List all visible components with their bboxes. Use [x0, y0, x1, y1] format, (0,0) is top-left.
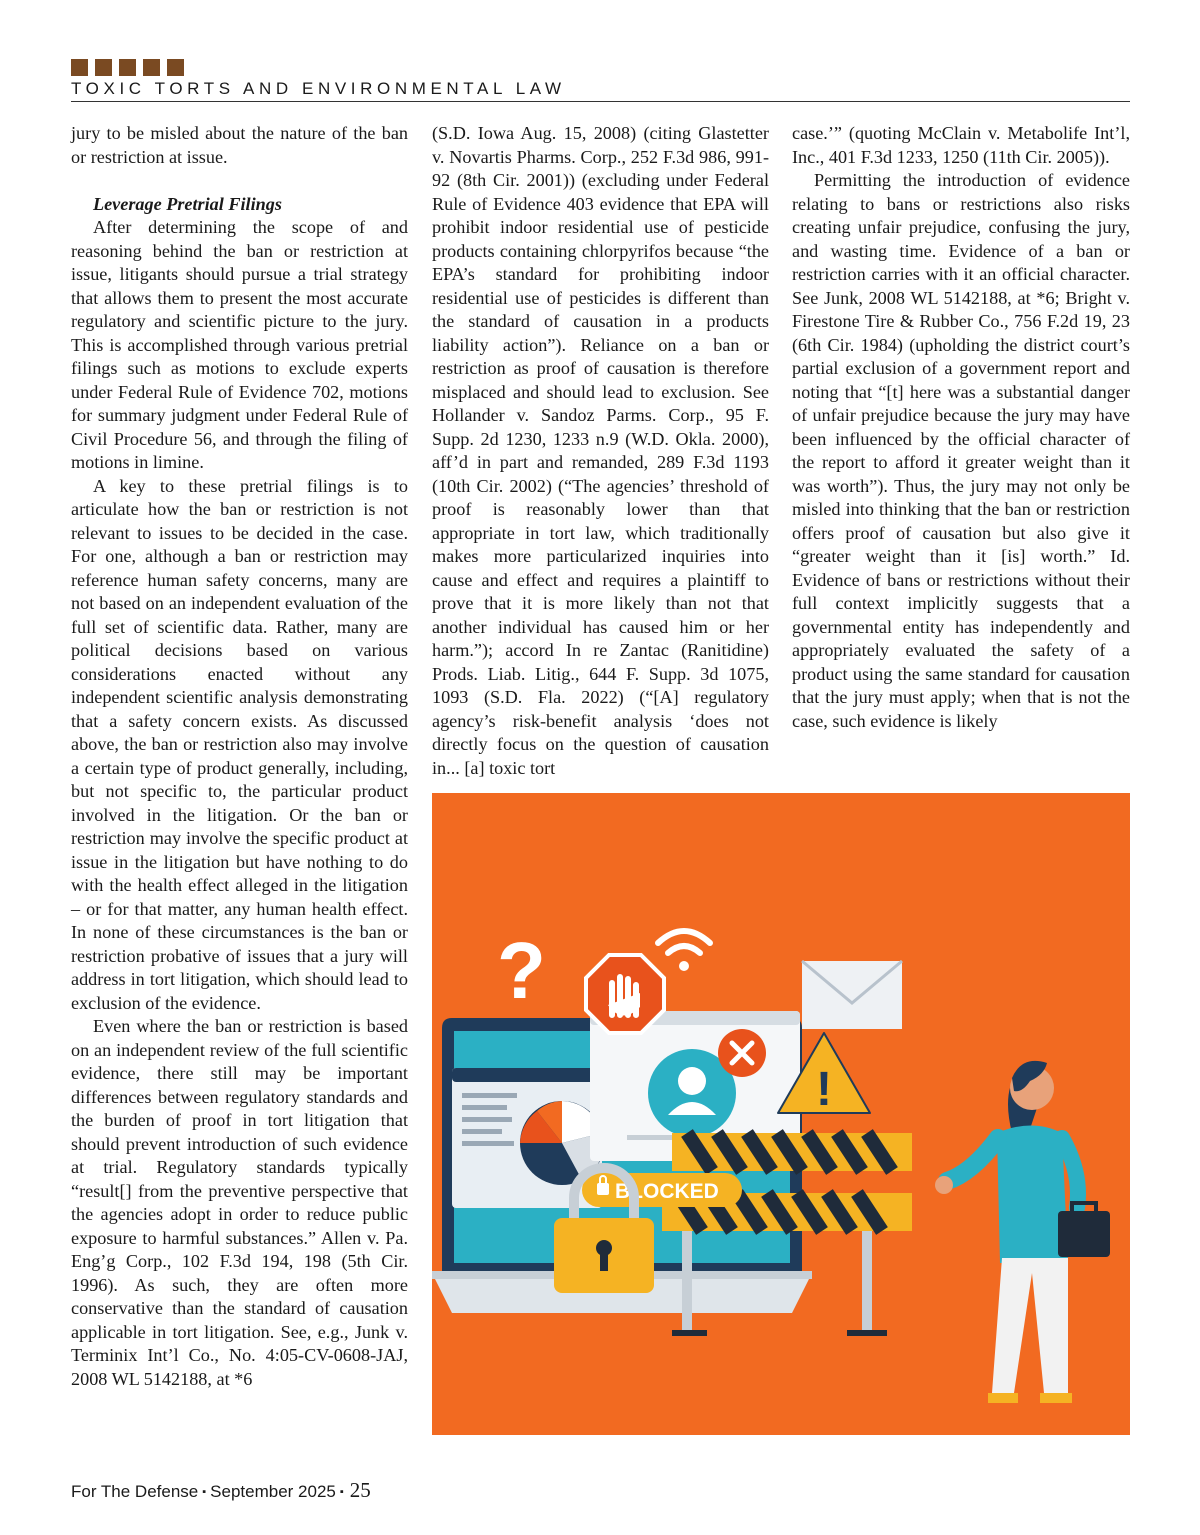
footer-separator: ▪: [202, 1486, 207, 1498]
blocked-label: [582, 1173, 742, 1207]
envelope-icon: [802, 961, 902, 1029]
page-number: 25: [349, 1478, 371, 1502]
stop-hand-icon: [586, 955, 664, 1033]
header-squares: [71, 59, 184, 76]
paragraph: After determining the scope of and reasoning behind the ban or restriction at issue, litigants should pursue a trial strategy that allows them to present the most accurate regulatory and scientific picture to the jury. This is accomplished through various pretrial filings such as motions to exclude experts under Federal Rule of Evidence 702, motions for summary judgment under Federal Rule of Civil Procedure 56, and through the filing of motions in limine.: [71, 217, 408, 472]
svg-text:!: !: [816, 1063, 832, 1116]
publication-name: For The Defense: [71, 1482, 199, 1501]
blocked-access-illustration: [432, 793, 1130, 1435]
footer-separator: ▪: [339, 1486, 344, 1498]
paragraph: case.’” (quoting McClain v. Metabolife Int’l, Inc., 401 F.3d 1233, 1250 (11th Cir. 2005)).: [792, 123, 1130, 167]
paragraph: (S.D. Iowa Aug. 15, 2008) (citing Glastetter v. Novartis Pharms. Corp., 252 F.3d 986, 991-92 (8th Cir. 2001)) (excluding under Federal Rule of Evidence 403 evidence that EPA will prohibit indoor residential use of pesticide products containing chlorpyrifos because “the EPA’s standard for prohibiting indoor residential use of pesticides is different than the standard of causation in a products liability action”). Reliance on a ban or restriction as proof of causation is therefore misplaced and should lead to exclusion. See Hollander v. Sandoz Parms. Corp., 95 F. Supp. 2d 1230, 1233 n.9 (W.D. Okla. 2000), aff’d in part and remanded, 289 F.3d 1193 (10th Cir. 2002) (“The agencies’ threshold of proof is reasonably lower than that appropriate in tort law, which traditionally makes more particularized inquiries into cause and effect and requires a plaintiff to prove that it is more likely than not that another individual has caused him or her harm.”); accord In re Zantac (Ranitidine) Prods. Liab. Litig., 644 F. Supp. 3d 1075, 1093 (S.D. Fla. 2022) (“[A] regulatory agency’s risk-benefit analysis ‘does not directly focus on the question of causation in... [a] toxic tort: [432, 123, 769, 778]
briefcase-icon: [1058, 1203, 1110, 1257]
header-square: [143, 59, 160, 76]
paragraph: A key to these pretrial filings is to articulate how the ban or restriction is not relevant to issues to be decided in the case. For one, although a ban or restriction may reference human safety concerns, many are not based on an independent evaluation of the full set of scientific data. Rather, many are political decisions based on various considerations enacted without any independent scientific analysis demonstrating that a safety concern exists. As discussed above, the ban or restriction also may involve a certain type of product generally, including, but not specific to, the particular product involved in the litigation. Or the ban or restriction may involve the specific product at issue in the litigation but have nothing to do with the health effect alleged in the litigation – or for that matter, any human health effect. In none of these circumstances is the ban or restriction probative of issues that a jury will address in tort litigation, which should lead to exclusion of the evidence.: [71, 475, 408, 1013]
paragraph: Permitting the introduction of evidence relating to bans or restrictions also risks creating unfair prejudice, confusing the jury, and wasting time. Evidence of a ban or restriction carries with it an official character. See Junk, 2008 WL 5142188, at *6; Bright v. Firestone Tire & Rubber Co., 756 F.2d 19, 23 (6th Cir. 1984) (upholding the district court’s partial exclusion of a government report and noting that “[t] here was a substantial danger of unfair prejudice because the jury may have been influenced by the official character of the report to afford it greater weight than it was worth”). Thus, the jury may not only be misled into thinking that the ban or restriction offers proof of causation but also give it “greater weight than it [is] worth.” Id. Evidence of bans or restrictions without their full context implicitly suggests that a governmental entity has independently and appropriately evaluated the safety of a product using the same standard for causation that the jury must apply; when that is not the case, such evidence is likely: [792, 170, 1130, 731]
question-mark-icon: ?: [497, 926, 546, 1015]
section-title: TOXIC TORTS AND ENVIRONMENTAL LAW: [71, 79, 566, 98]
header-square: [119, 59, 136, 76]
header-square: [71, 59, 88, 76]
close-icon: [718, 1029, 766, 1077]
column-3: [792, 122, 1130, 733]
svg-text:BLOCKED: BLOCKED: [615, 1180, 719, 1203]
header-square: [167, 59, 184, 76]
subheading: Leverage Pretrial Filings: [93, 193, 282, 214]
column-2: [432, 122, 769, 780]
issue-date: September 2025: [210, 1482, 336, 1501]
column-1: [71, 122, 408, 1391]
header-square: [95, 59, 112, 76]
page-footer: [71, 1478, 371, 1503]
paragraph: Even where the ban or restriction is based on an independent review of the full scientific evidence, there still may be important differences between regulatory standards and the burden of proof in tort litigation that should prevent introduction of such evidence at trial. Regulatory standards typically “result[] from the preventive perspective that the agencies adopt in order to reduce public exposure to harmful substances.” Allen v. Pa. Eng’g Corp., 102 F.3d 194, 198 (5th Cir. 1996). As such, they are often more conservative than the standard of causation applicable in tort litigation. See, e.g., Junk v. Terminix Int’l Co., No. 4:05-CV-0608-JAJ, 2008 WL 5142188, at *6: [71, 1016, 408, 1389]
paragraph: jury to be misled about the nature of the ban or restriction at issue.: [71, 123, 408, 167]
header-rule: [71, 101, 1130, 102]
